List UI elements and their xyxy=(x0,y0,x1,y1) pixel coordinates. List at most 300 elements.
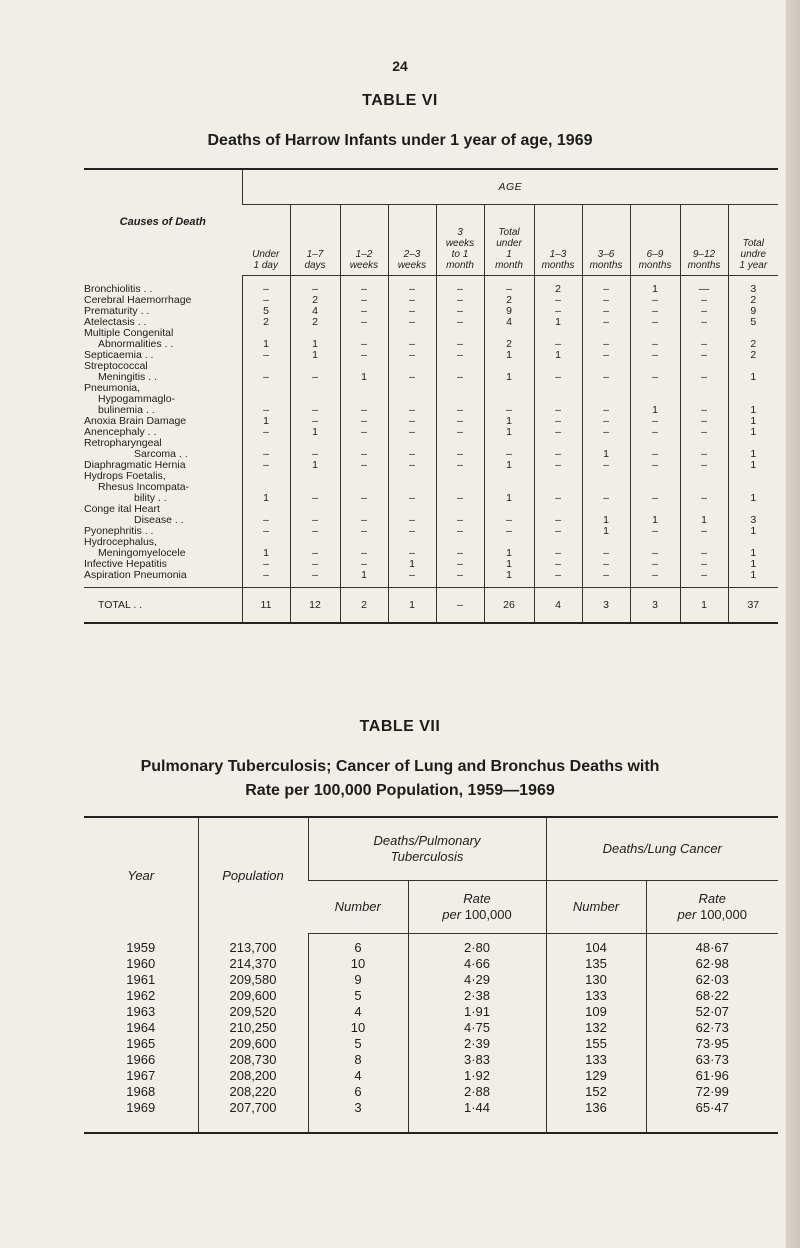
table-row xyxy=(84,372,778,383)
value-cell: – xyxy=(388,416,436,427)
value-cell: 5 xyxy=(728,317,778,328)
value-cell: – xyxy=(484,526,534,537)
value-cell: – xyxy=(534,493,582,504)
total-cell: 4 xyxy=(534,588,582,624)
total-cell: 1 xyxy=(680,588,728,624)
cause-cell: Aspiration Pneumonia xyxy=(84,569,187,581)
value-cell: – xyxy=(290,372,340,383)
value-cell: – xyxy=(436,526,484,537)
table-cell: 4 xyxy=(308,1004,408,1020)
value-cell: 1 xyxy=(484,559,534,570)
age-column-header-line: months xyxy=(687,260,721,271)
cause-cell: Sarcoma . . xyxy=(134,448,188,460)
value-cell: 2 xyxy=(728,295,778,306)
value-cell xyxy=(630,471,680,482)
value-cell: – xyxy=(388,515,436,526)
table-cell: 63·73 xyxy=(646,1052,778,1068)
age-column-header xyxy=(388,205,436,276)
value-cell: – xyxy=(290,405,340,416)
table-row xyxy=(84,1084,778,1100)
value-cell: 2 xyxy=(728,350,778,361)
table7-subtitle-line1: Pulmonary Tuberculosis; Cancer of Lung and Bronchus Deaths with xyxy=(140,758,660,775)
age-column-header xyxy=(728,205,778,276)
table-cell: 1959 xyxy=(126,939,156,955)
value-cell xyxy=(534,383,582,394)
table6-title: TABLE VI xyxy=(362,92,438,109)
value-cell: – xyxy=(582,339,630,350)
table-row xyxy=(84,427,778,438)
value-cell: – xyxy=(436,276,484,296)
value-cell: – xyxy=(630,460,680,471)
age-column-header-line: 1–2 xyxy=(355,249,373,260)
value-cell: – xyxy=(582,276,630,296)
cause-cell: Cerebral Haemorrhage xyxy=(84,294,192,306)
cause-cell: Pyonephritis . . xyxy=(84,525,154,537)
age-group-header: AGE xyxy=(242,169,778,205)
age-column-header xyxy=(680,205,728,276)
table-cell: 2·39 xyxy=(408,1036,546,1052)
value-cell: – xyxy=(582,427,630,438)
table-row xyxy=(84,438,778,449)
value-cell: 1 xyxy=(290,460,340,471)
table-cell: 1966 xyxy=(126,1052,156,1067)
value-cell: – xyxy=(680,570,728,588)
table-row xyxy=(84,1036,778,1052)
value-cell: – xyxy=(388,276,436,296)
value-cell: – xyxy=(290,416,340,427)
value-cell: – xyxy=(680,372,728,383)
table-row xyxy=(84,504,778,515)
table-cell: 73·95 xyxy=(646,1036,778,1052)
value-cell: – xyxy=(436,317,484,328)
value-cell: 1 xyxy=(680,515,728,526)
age-column-header-line: days xyxy=(304,260,326,271)
age-column-header-line: months xyxy=(638,260,672,271)
value-cell: 1 xyxy=(728,372,778,383)
table-cell: 3·83 xyxy=(408,1052,546,1068)
table-row xyxy=(84,1004,778,1020)
value-cell: 1 xyxy=(728,493,778,504)
age-column-header-line: 1–3 xyxy=(549,249,567,260)
age-column-header-line: 2–3 xyxy=(403,249,421,260)
value-cell: – xyxy=(290,449,340,460)
table-cell: 1·92 xyxy=(408,1068,546,1084)
cause-cell: Hydrocephalus, xyxy=(84,536,157,548)
cause-cell: Hypogammaglo- xyxy=(98,393,176,405)
value-cell: 2 xyxy=(290,317,340,328)
tb-rate-per: per xyxy=(442,907,462,922)
value-cell: – xyxy=(630,339,680,350)
value-cell: – xyxy=(534,427,582,438)
table-cell: 209,600 xyxy=(198,988,308,1004)
value-cell: 1 xyxy=(484,416,534,427)
value-cell xyxy=(630,383,680,394)
value-cell: – xyxy=(436,350,484,361)
cause-cell: Disease . . xyxy=(134,514,184,526)
table-cell: 52·07 xyxy=(646,1004,778,1020)
lung-number-header: Number xyxy=(546,881,646,934)
value-cell: – xyxy=(630,526,680,537)
value-cell: 1 xyxy=(728,416,778,427)
value-cell: – xyxy=(388,427,436,438)
age-column-header-line: month xyxy=(446,260,474,271)
value-cell: – xyxy=(680,339,728,350)
value-cell: – xyxy=(436,339,484,350)
value-cell: – xyxy=(630,570,680,588)
table-cell: 10 xyxy=(308,1020,408,1036)
tb-group-header-line2: Tuberculosis xyxy=(390,849,464,864)
cause-cell: Rhesus Incompata- xyxy=(98,481,190,493)
total-cell: 11 xyxy=(242,588,290,624)
table-cell: 6 xyxy=(308,1084,408,1100)
table-cell: 155 xyxy=(546,1036,646,1052)
table-row xyxy=(84,956,778,972)
age-column-header-line: weeks xyxy=(445,238,475,249)
tb-group-header xyxy=(308,817,546,881)
value-cell: – xyxy=(436,405,484,416)
value-cell: – xyxy=(680,449,728,460)
total-cell: – xyxy=(436,588,484,624)
value-cell: 1 xyxy=(242,548,290,559)
value-cell: – xyxy=(242,570,290,588)
table-row xyxy=(84,361,778,372)
value-cell: – xyxy=(290,276,340,296)
value-cell: – xyxy=(680,559,728,570)
value-cell: – xyxy=(388,339,436,350)
value-cell: – xyxy=(630,427,680,438)
value-cell: – xyxy=(290,526,340,537)
value-cell: – xyxy=(582,372,630,383)
value-cell xyxy=(728,383,778,394)
value-cell: – xyxy=(242,427,290,438)
value-cell: – xyxy=(242,460,290,471)
value-cell: – xyxy=(242,276,290,296)
page-number: 24 xyxy=(392,58,408,74)
tb-number-header: Number xyxy=(308,881,408,934)
table-row xyxy=(84,449,778,460)
age-column-header-line: months xyxy=(541,260,575,271)
value-cell xyxy=(436,471,484,482)
value-cell: – xyxy=(436,493,484,504)
table6-subtitle: Deaths of Harrow Infants under 1 year of age, 1969 xyxy=(207,132,593,149)
value-cell: 1 xyxy=(242,339,290,350)
table-row xyxy=(84,934,778,957)
value-cell: – xyxy=(388,405,436,416)
value-cell: 1 xyxy=(728,405,778,416)
table-row xyxy=(84,526,778,537)
table7-subtitle-line2: Rate per 100,000 Population, 1959—1969 xyxy=(245,782,555,799)
value-cell: 2 xyxy=(484,339,534,350)
cause-cell: Abnormalities . . xyxy=(98,338,174,350)
table-cell: 65·47 xyxy=(646,1100,778,1133)
value-cell: – xyxy=(242,372,290,383)
value-cell: – xyxy=(680,416,728,427)
table-cell: 214,370 xyxy=(198,956,308,972)
table-cell: 48·67 xyxy=(646,934,778,957)
value-cell: 1 xyxy=(340,372,388,383)
age-column-header xyxy=(630,205,680,276)
value-cell: 3 xyxy=(728,515,778,526)
value-cell xyxy=(680,383,728,394)
table-cell: 1·91 xyxy=(408,1004,546,1020)
value-cell: 1 xyxy=(484,372,534,383)
value-cell: – xyxy=(340,427,388,438)
value-cell: – xyxy=(340,559,388,570)
value-cell xyxy=(484,383,534,394)
value-cell: 4 xyxy=(290,306,340,317)
age-column-header-line: 1–7 xyxy=(306,249,324,260)
value-cell xyxy=(728,471,778,482)
value-cell: – xyxy=(290,493,340,504)
cause-cell: Anencephaly . . xyxy=(84,426,157,438)
value-cell xyxy=(388,471,436,482)
cause-cell: Retropharyngeal xyxy=(84,437,162,449)
table-row xyxy=(84,515,778,526)
value-cell: – xyxy=(436,515,484,526)
table-row xyxy=(84,317,778,328)
age-column-header-line: month xyxy=(495,260,523,271)
value-cell: 9 xyxy=(484,306,534,317)
table-cell: 62·98 xyxy=(646,956,778,972)
value-cell: – xyxy=(680,460,728,471)
value-cell: – xyxy=(630,548,680,559)
lung-cancer-group-header: Deaths/Lung Cancer xyxy=(546,817,778,881)
value-cell: – xyxy=(630,372,680,383)
value-cell: – xyxy=(340,526,388,537)
table-cell: 62·03 xyxy=(646,972,778,988)
value-cell: – xyxy=(534,559,582,570)
value-cell: – xyxy=(680,526,728,537)
value-cell: 1 xyxy=(582,515,630,526)
value-cell: 1 xyxy=(242,493,290,504)
cause-cell: bulinemia . . xyxy=(98,404,155,416)
value-cell: – xyxy=(340,548,388,559)
table-cell: 1960 xyxy=(126,956,156,971)
value-cell: – xyxy=(582,350,630,361)
lung-rate-value: 100,000 xyxy=(699,907,747,922)
value-cell: 1 xyxy=(484,460,534,471)
value-cell: 1 xyxy=(484,427,534,438)
value-cell: – xyxy=(680,548,728,559)
value-cell: – xyxy=(534,372,582,383)
table-row xyxy=(84,339,778,350)
table-cell: 208,220 xyxy=(198,1084,308,1100)
value-cell: – xyxy=(388,548,436,559)
table-row xyxy=(84,383,778,394)
value-cell: 1 xyxy=(728,449,778,460)
table-cell: 207,700 xyxy=(198,1100,308,1133)
value-cell: 5 xyxy=(242,306,290,317)
value-cell: 1 xyxy=(728,548,778,559)
value-cell: – xyxy=(436,559,484,570)
table-cell: 4·75 xyxy=(408,1020,546,1036)
age-column-header-line: Total xyxy=(498,227,520,238)
cause-cell: Atelectasis . . xyxy=(84,316,147,328)
table-row xyxy=(84,548,778,559)
value-cell: 1 xyxy=(534,350,582,361)
age-column-header-line: 6–9 xyxy=(646,249,664,260)
table-cell: 5 xyxy=(308,988,408,1004)
table-cell: 2·38 xyxy=(408,988,546,1004)
table-row xyxy=(84,306,778,317)
value-cell: – xyxy=(436,306,484,317)
total-cell: 1 xyxy=(388,588,436,624)
table-cell: 1·44 xyxy=(408,1100,546,1133)
value-cell: 1 xyxy=(290,427,340,438)
value-cell: – xyxy=(340,350,388,361)
value-cell: – xyxy=(436,449,484,460)
table-cell: 10 xyxy=(308,956,408,972)
value-cell: – xyxy=(340,405,388,416)
table-cell: 2·88 xyxy=(408,1084,546,1100)
value-cell: – xyxy=(484,449,534,460)
tb-group-header-line1: Deaths/Pulmonary xyxy=(373,833,481,848)
value-cell: – xyxy=(630,295,680,306)
value-cell: – xyxy=(484,515,534,526)
value-cell xyxy=(582,471,630,482)
age-column-header-line: under xyxy=(496,238,522,249)
table-cell: 61·96 xyxy=(646,1068,778,1084)
value-cell xyxy=(242,471,290,482)
value-cell: – xyxy=(534,405,582,416)
table-cell: 68·22 xyxy=(646,988,778,1004)
value-cell: – xyxy=(242,559,290,570)
value-cell: – xyxy=(242,449,290,460)
value-cell: 1 xyxy=(728,427,778,438)
value-cell: – xyxy=(680,350,728,361)
value-cell: 1 xyxy=(630,515,680,526)
table-cell: 210,250 xyxy=(198,1020,308,1036)
age-column-header xyxy=(436,205,484,276)
age-column-header-line: 1 year xyxy=(739,260,768,271)
value-cell: – xyxy=(290,559,340,570)
value-cell xyxy=(388,383,436,394)
value-cell: 1 xyxy=(242,416,290,427)
value-cell: 1 xyxy=(484,493,534,504)
cause-cell: Hydrops Foetalis, xyxy=(84,470,166,482)
cause-cell: Meningitis . . xyxy=(98,371,157,383)
value-cell: – xyxy=(388,350,436,361)
table-cell: 3 xyxy=(308,1100,408,1133)
value-cell: – xyxy=(242,526,290,537)
value-cell: – xyxy=(340,295,388,306)
value-cell: — xyxy=(680,276,728,296)
total-cell: 3 xyxy=(630,588,680,624)
value-cell xyxy=(582,383,630,394)
value-cell: 1 xyxy=(728,570,778,588)
table-cell: 4·29 xyxy=(408,972,546,988)
value-cell: – xyxy=(290,570,340,588)
value-cell: 1 xyxy=(388,559,436,570)
cause-cell: Infective Hepatitis xyxy=(84,558,167,570)
table-row xyxy=(84,405,778,416)
value-cell xyxy=(534,471,582,482)
value-cell: 2 xyxy=(728,339,778,350)
table-cell: 152 xyxy=(546,1084,646,1100)
age-column-header xyxy=(582,205,630,276)
table-row xyxy=(84,570,778,588)
cause-cell: Anoxia Brain Damage xyxy=(84,415,187,427)
value-cell: – xyxy=(388,372,436,383)
table-row xyxy=(84,1068,778,1084)
value-cell: 1 xyxy=(630,405,680,416)
table-row xyxy=(84,276,778,296)
value-cell: – xyxy=(340,460,388,471)
value-cell: – xyxy=(242,350,290,361)
value-cell: – xyxy=(484,405,534,416)
value-cell: – xyxy=(340,276,388,296)
value-cell: – xyxy=(340,416,388,427)
table-cell: 1965 xyxy=(126,1036,156,1051)
tb-lung-cancer-table xyxy=(84,816,778,1134)
value-cell: – xyxy=(534,548,582,559)
tb-rate-header-line1: Rate xyxy=(463,891,491,906)
value-cell: 1 xyxy=(582,526,630,537)
value-cell: – xyxy=(436,416,484,427)
age-column-header-line: Under xyxy=(252,249,280,260)
cause-cell: Meningomyelocele xyxy=(98,547,186,559)
table-cell: 209,600 xyxy=(198,1036,308,1052)
tb-rate-value: 100,000 xyxy=(464,907,512,922)
age-column-header-line: weeks xyxy=(397,260,427,271)
table-cell: 208,200 xyxy=(198,1068,308,1084)
table-cell: 8 xyxy=(308,1052,408,1068)
table-cell: 62·73 xyxy=(646,1020,778,1036)
value-cell: – xyxy=(388,570,436,588)
value-cell: – xyxy=(582,570,630,588)
table-row xyxy=(84,460,778,471)
age-column-header-line: 1 day xyxy=(253,260,278,271)
cause-cell: Conge ital Heart xyxy=(84,503,160,515)
table-cell: 213,700 xyxy=(198,934,308,957)
value-cell: – xyxy=(582,295,630,306)
age-column-header-line: 3–6 xyxy=(597,249,615,260)
value-cell: – xyxy=(290,515,340,526)
cause-cell: Bronchiolitis . . xyxy=(84,283,153,295)
lung-rate-header-line1: Rate xyxy=(698,891,726,906)
table-cell: 1968 xyxy=(126,1084,156,1099)
tb-rate-header xyxy=(408,881,546,934)
table-row xyxy=(84,493,778,504)
value-cell: 1 xyxy=(728,460,778,471)
value-cell: 2 xyxy=(484,295,534,306)
table-cell: 1961 xyxy=(126,972,156,987)
value-cell: 1 xyxy=(728,526,778,537)
table-cell: 6 xyxy=(308,934,408,957)
age-column-header-line: weeks xyxy=(349,260,379,271)
value-cell: – xyxy=(680,493,728,504)
table-row xyxy=(84,295,778,306)
value-cell: – xyxy=(340,449,388,460)
value-cell: 3 xyxy=(728,276,778,296)
value-cell: – xyxy=(680,405,728,416)
value-cell: – xyxy=(484,276,534,296)
age-column-header xyxy=(484,205,534,276)
tb-rate-header-line2 xyxy=(409,907,546,923)
value-cell: – xyxy=(242,295,290,306)
table-row xyxy=(84,328,778,339)
value-cell: 1 xyxy=(484,350,534,361)
value-cell: – xyxy=(242,515,290,526)
value-cell xyxy=(290,471,340,482)
table-cell: 1963 xyxy=(126,1004,156,1019)
value-cell: – xyxy=(340,339,388,350)
table-row xyxy=(84,1100,778,1133)
age-column-header-line: to 1 xyxy=(451,249,469,260)
value-cell: 1 xyxy=(290,339,340,350)
value-cell: – xyxy=(340,493,388,504)
lung-rate-header-line2 xyxy=(647,907,779,923)
